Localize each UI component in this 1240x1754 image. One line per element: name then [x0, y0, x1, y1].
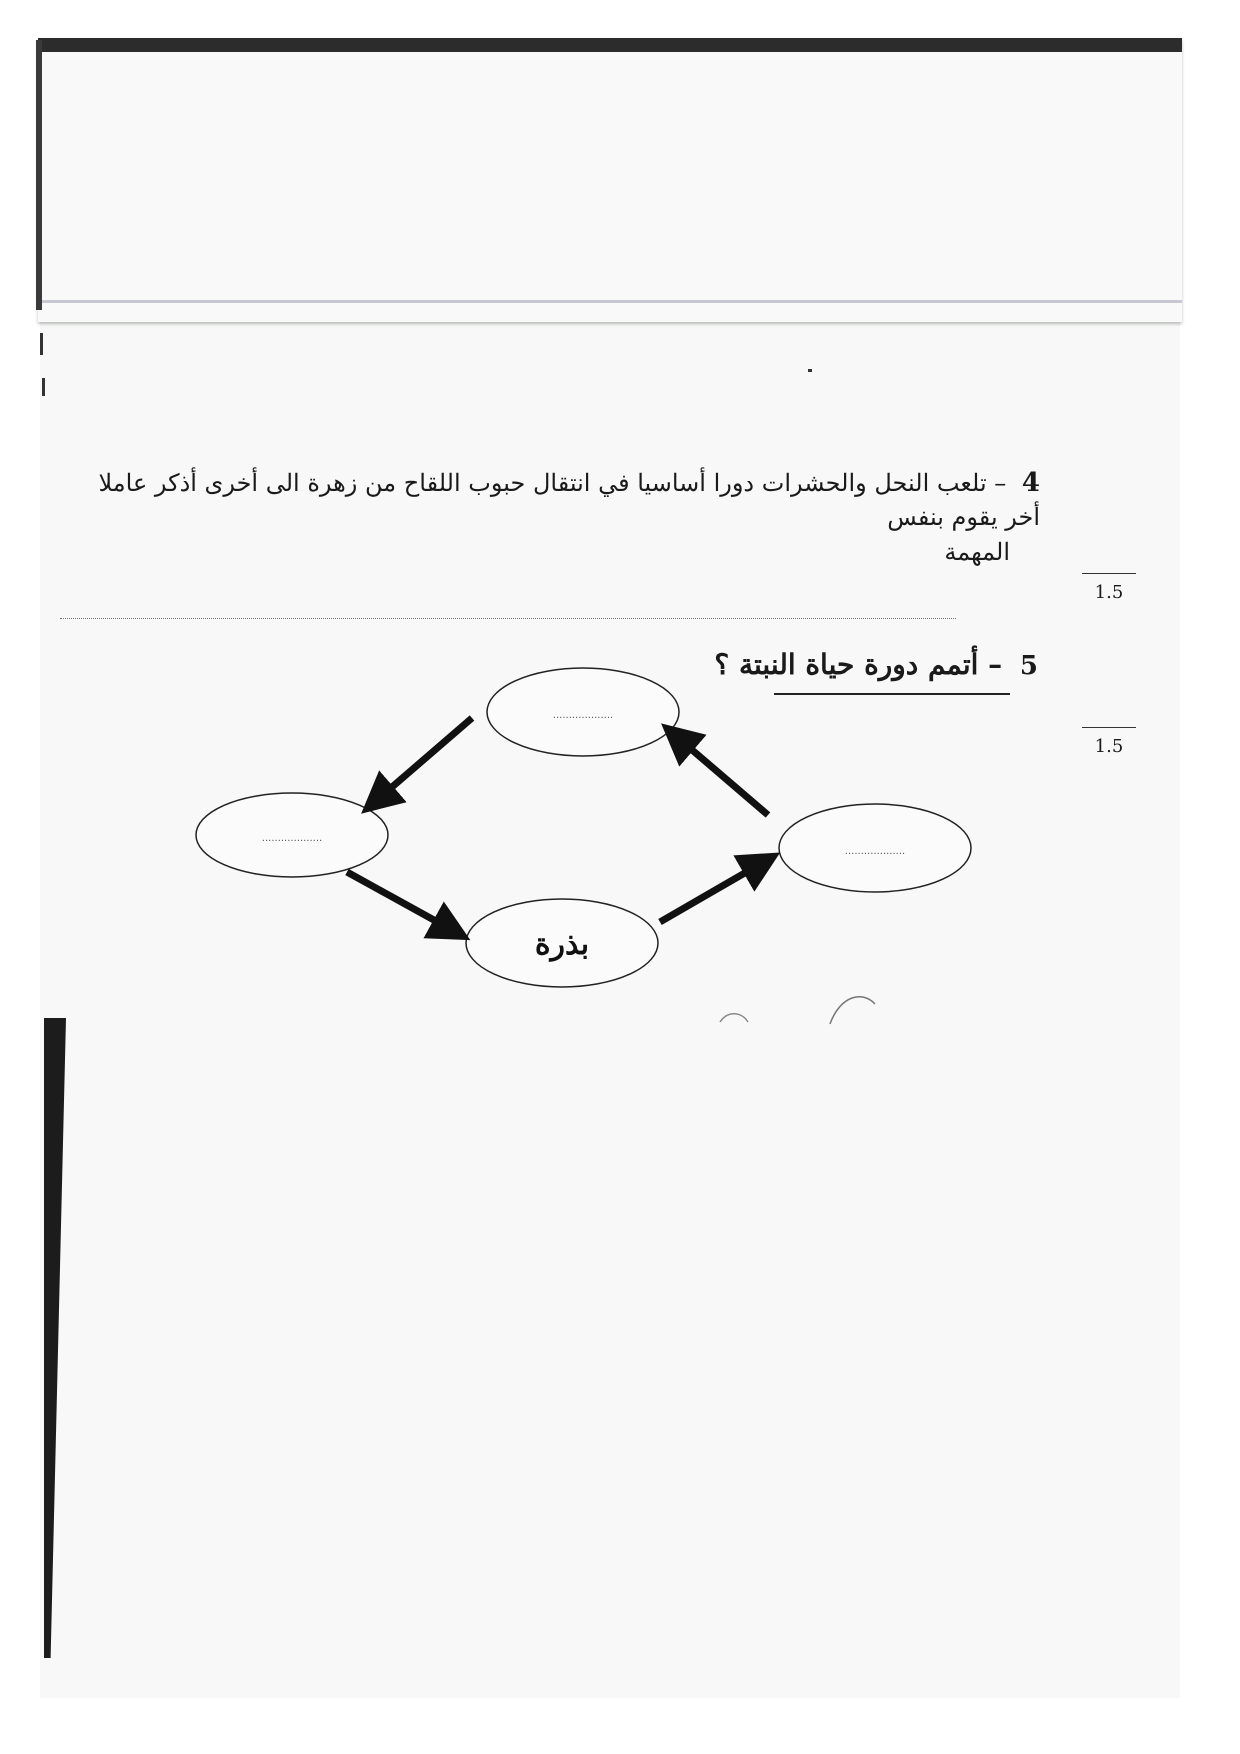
arrow-right-to-top: [677, 737, 768, 815]
score-bar: [1082, 573, 1136, 574]
question-5-number: 5: [1019, 651, 1038, 681]
stray-mark: [808, 369, 812, 372]
question-4-text: – تلعب النحل والحشرات دورا أساسيا في انتقال حبوب اللقاح من زهرة الى أخرى أذكر عاملا أخر يقوم بنفس: [98, 469, 1040, 531]
folded-paper-flap: [38, 38, 1182, 322]
stage-left-blank: ...................: [261, 833, 323, 844]
score-bar: [1082, 727, 1136, 728]
score-box-q5: [1082, 727, 1136, 757]
score-box-q4: [1082, 573, 1136, 603]
answer-line[interactable]: [60, 618, 956, 619]
plant-life-cycle-diagram: [190, 660, 990, 1000]
margin-mark: [42, 378, 45, 396]
margin-mark: [40, 333, 43, 355]
handwritten-mark: [700, 990, 920, 1030]
scan-shadow-top: [36, 40, 42, 310]
question-4: [60, 466, 1040, 534]
score-q5: 1.5: [1094, 736, 1124, 757]
question-5-text: – أتمم دورة حياة النبتة ؟: [714, 648, 1003, 681]
stage-seed-label: بذرة: [534, 927, 590, 962]
score-q4: 1.5: [1094, 582, 1124, 603]
question-4-continuation: المهمة: [944, 538, 1010, 566]
arrow-left-to-seed: [347, 872, 452, 930]
stage-top-blank: ...................: [552, 710, 614, 721]
arrow-seed-to-right: [660, 863, 762, 922]
flap-edge: [38, 300, 1182, 303]
arrow-top-to-left: [377, 718, 472, 800]
question-4-number: 4: [1021, 468, 1040, 498]
stage-right-blank: ...................: [844, 846, 906, 857]
